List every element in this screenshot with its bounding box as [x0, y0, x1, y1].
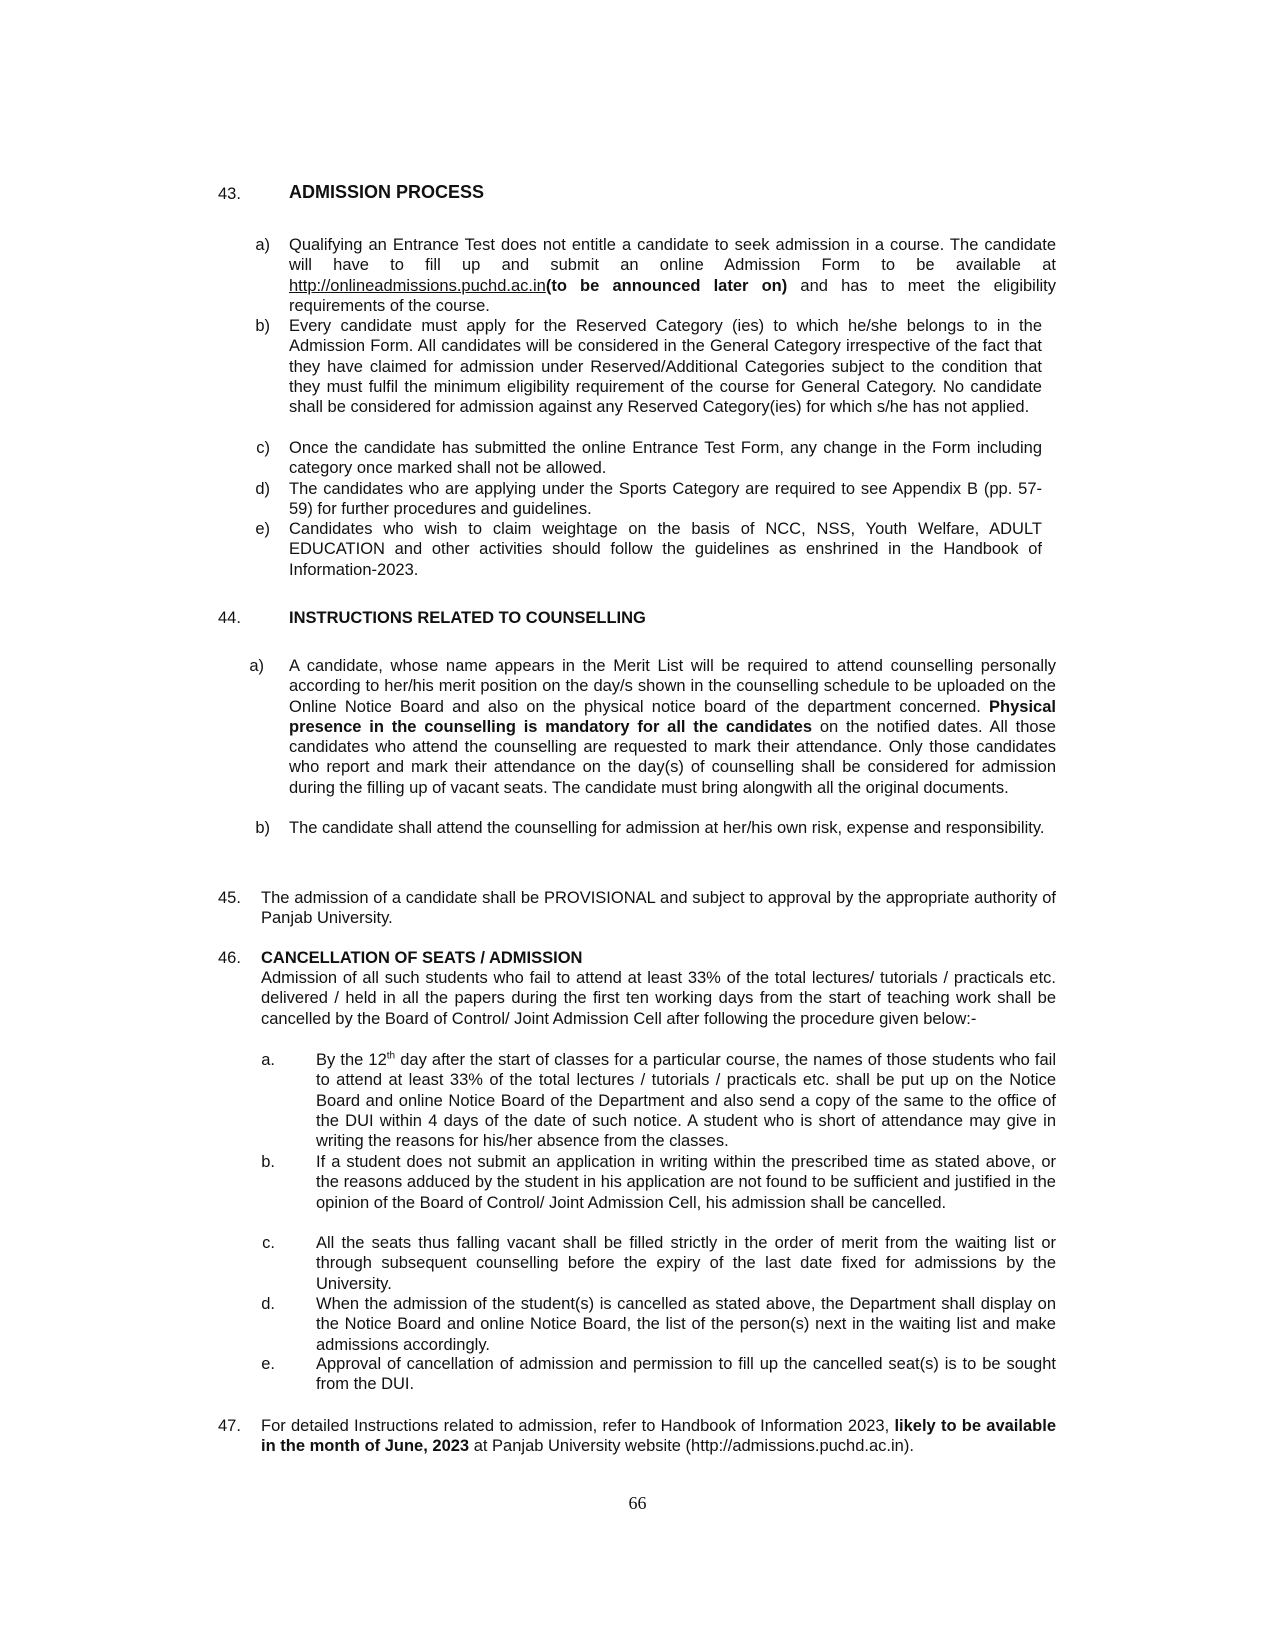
s43-item-d: The candidates who are applying under the Sports Category are required to see Appendix B (pp. 57-59) for further procedures and guidelines.: [289, 480, 1042, 519]
s43-item-a-marker: a): [255, 236, 270, 254]
section-46-intro: Admission of all such students who fail to attend at least 33% of the total lectures/ tutorials / practicals etc. delivered / held in all the papers during the first ten working days from the start of teaching work shall be cancelled by the Board of Control/ Joint Admission Cell after following the procedure given below:-: [261, 969, 1056, 1028]
s46-item-b-marker: b.: [261, 1153, 275, 1171]
s46-item-e: Approval of cancellation of admission and permission to fill up the cancelled seat(s) is to be sought from the DUI.: [316, 1355, 1056, 1394]
s43-item-a: Qualifying an Entrance Test does not entitle a candidate to seek admission in a course. The candidate will have to fill up and submit an online Admission Form to be available at http://onlineadmissions.puchd.ac.in(to be announced later on) and has to meet the eligibility requirements of the course.: [289, 236, 1056, 315]
s43-item-b-marker: b): [255, 317, 270, 335]
section-43-number: 43.: [218, 185, 241, 203]
s43-item-d-marker: d): [255, 480, 270, 498]
section-46-number: 46.: [218, 949, 241, 967]
s44-item-a-marker: a): [249, 657, 264, 675]
s46-item-a-marker: a.: [261, 1051, 275, 1069]
s44-item-a: A candidate, whose name appears in the Merit List will be required to attend counselling personally according to her/his merit position on the day/s shown in the counselling schedule to be uploaded on the Online Notice Board and also on the physical notice board of the department concerned. Physical presence in the counselling is mandatory for all the candidates on the notified dates. All those candidates who attend the counselling are requested to mark their attendance. Only those candidates who report and mark their attendance on the day(s) of counselling shall be considered for admission during the filling up of vacant seats. The candidate must bring alongwith all the original documents.: [289, 657, 1056, 797]
s46-item-a: By the 12th day after the start of classes for a particular course, the names of those students who fail to attend at least 33% of the total lectures / tutorials / practicals etc. shall be put up on the Notice Board and online Notice Board of the Department and also send a copy of the same to the office of the DUI within 4 days of the date of such notice. A student who is short of attendance may give in writing the reasons for his/her absence from the classes.: [316, 1050, 1056, 1151]
s44-item-b-marker: b): [255, 819, 270, 837]
s46-item-d-marker: d.: [261, 1295, 275, 1313]
section-45-text: The admission of a candidate shall be PROVISIONAL and subject to approval by the appropriate authority of Panjab University.: [261, 889, 1056, 928]
s46-item-b: If a student does not submit an application in writing within the prescribed time as stated above, or the reasons adduced by the student in his application are not found to be sufficient and justified in the opinion of the Board of Control/ Joint Admission Cell, his admission shall be cancelled.: [316, 1153, 1056, 1212]
page-number: 66: [628, 1493, 647, 1513]
s46-item-d: When the admission of the student(s) is cancelled as stated above, the Department shall display on the Notice Board and online Notice Board, the list of the person(s) next in the waiting list and make admissions accordingly.: [316, 1295, 1056, 1354]
section-47-text: For detailed Instructions related to admission, refer to Handbook of Information 2023, likely to be available in the month of June, 2023 at Panjab University website (http://admissions.puchd.ac.in).: [261, 1417, 1056, 1456]
s43-item-e-marker: e): [255, 520, 270, 538]
s46-item-e-marker: e.: [261, 1355, 275, 1373]
section-44-title: INSTRUCTIONS RELATED TO COUNSELLING: [289, 609, 646, 627]
section-47-number: 47.: [218, 1417, 241, 1435]
section-45-number: 45.: [218, 889, 241, 907]
s43-item-c-marker: c): [256, 439, 270, 457]
section-46-title: CANCELLATION OF SEATS / ADMISSION: [261, 949, 583, 967]
s43-item-e: Candidates who wish to claim weightage on the basis of NCC, NSS, Youth Welfare, ADULT EDUCATION and other activities should follow the guidelines as enshrined in the Handbook of Information-2023.: [289, 520, 1042, 579]
s43-item-c: Once the candidate has submitted the online Entrance Test Form, any change in the Form including category once marked shall not be allowed.: [289, 439, 1042, 478]
s46-item-c: All the seats thus falling vacant shall be filled strictly in the order of merit from the waiting list or through subsequent counselling before the expiry of the last date fixed for admissions by the University.: [316, 1234, 1056, 1293]
s46-item-c-marker: c.: [262, 1234, 275, 1252]
online-admissions-link[interactable]: http://onlineadmissions.puchd.ac.in: [289, 276, 546, 295]
section-43-title: ADMISSION PROCESS: [289, 182, 485, 202]
s43-item-b: Every candidate must apply for the Reserved Category (ies) to which he/she belongs to in the Admission Form. All candidates will be considered in the General Category irrespective of the fact that they have claimed for admission under Reserved/Additional Categories subject to the condition that they must fulfil the minimum eligibility requirement of the course for General Category. No candidate shall be considered for admission against any Reserved Category(ies) for which s/he has not applied.: [289, 317, 1042, 417]
section-44-number: 44.: [218, 609, 241, 627]
s44-item-b: The candidate shall attend the counselling for admission at her/his own risk, expense and responsibility.: [289, 819, 1045, 837]
